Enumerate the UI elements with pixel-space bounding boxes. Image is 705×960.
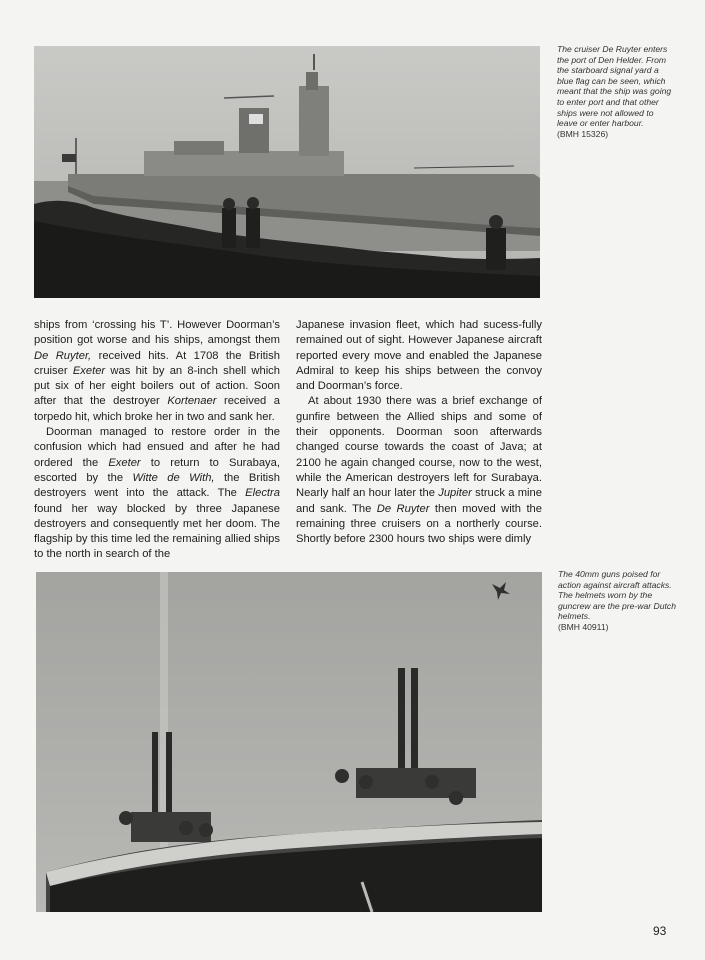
right-paragraph-2 [296, 394, 542, 547]
ship-name: Witte de With, [132, 471, 215, 484]
text-run: Doorman managed to restore order in the confusion which had ensued and after he had ordered the [34, 426, 280, 469]
anti-aircraft-guns-photo [36, 572, 542, 912]
ship-name: Exeter [108, 456, 141, 469]
ship-name: De Ruyter [376, 502, 430, 515]
text-run: the British destroyers went into the attack. The [34, 471, 280, 500]
text-run: ships from ‘crossing his T’. However Doorman’s position got worse and his ships, amongst them [34, 319, 280, 347]
guns-photo-graphic [36, 572, 542, 912]
text-run: struck a mine and sank. The [296, 487, 542, 515]
text-run: was hit by an 8-inch shell which put six of her eight boilers out of action. Soon after that the destroyer [34, 364, 280, 408]
cruiser-caption-reference: (BMH 15326) [557, 128, 609, 139]
left-paragraph-1 [34, 318, 280, 425]
ship-name: Exeter [72, 364, 106, 377]
ship-name: Jupiter [438, 487, 472, 500]
ship-name: De Ruyter, [34, 349, 92, 362]
text-run: received a torpedo hit, which broke her in two and sank her. [34, 395, 280, 423]
cruiser-photo-graphic [34, 46, 540, 298]
right-text-column [296, 318, 542, 547]
cruiser-caption-text: The cruiser De Ruyter enters the port of Den Helder. From the starboard signal yard a blue flag can be seen, which meant that the ship was going to enter port and that other ships were not allowed to leave or enter harbour. [557, 44, 672, 129]
left-text-column [34, 318, 280, 563]
guns-caption-text: The 40mm guns poised for action against aircraft attacks. The helmets worn by the guncrew are the pre-war Dutch helmets. [558, 569, 676, 622]
cruiser-photo-caption [557, 44, 675, 139]
guns-caption-reference: (BMH 40911) [558, 621, 609, 632]
guns-photo-caption [558, 569, 676, 633]
ship-name: Kortenaer [167, 395, 217, 408]
left-paragraph-2 [34, 425, 280, 563]
text-run: then moved with the remaining three cruisers on a northerly course. Shortly before 2300 hours two ships were dimly [296, 502, 542, 546]
right-paragraph-1: Japanese invasion fleet, which had sucess-fully remained out of sight. However Japanese aircraft reported every move and enabled the Japanese Admiral to keep his ships between the convoy and Doorman’s force. [296, 319, 542, 393]
ship-name: Electra [245, 487, 280, 500]
text-run: received hits. At 1708 the British cruiser [34, 349, 280, 377]
page-number: 93 [653, 924, 667, 938]
text-run: found her way blocked by three Japanese destroyers and consequently met her doom. The flagship by this time led the remaining allied ships to the north in search of the [34, 502, 280, 561]
text-run: to return to Surabaya, escorted by the [34, 456, 280, 484]
cruiser-de-ruyter-photo [34, 46, 540, 298]
text-run: At about 1930 there was a brief exchange of gunfire between the Allied ships and some of their opponents. Doorman soon afterwards changed course towards the coast of Java; at 2100 he again changed course, now to the west, while the American destroyers left for Surabaya. Nearly half an hour later the [296, 395, 542, 500]
